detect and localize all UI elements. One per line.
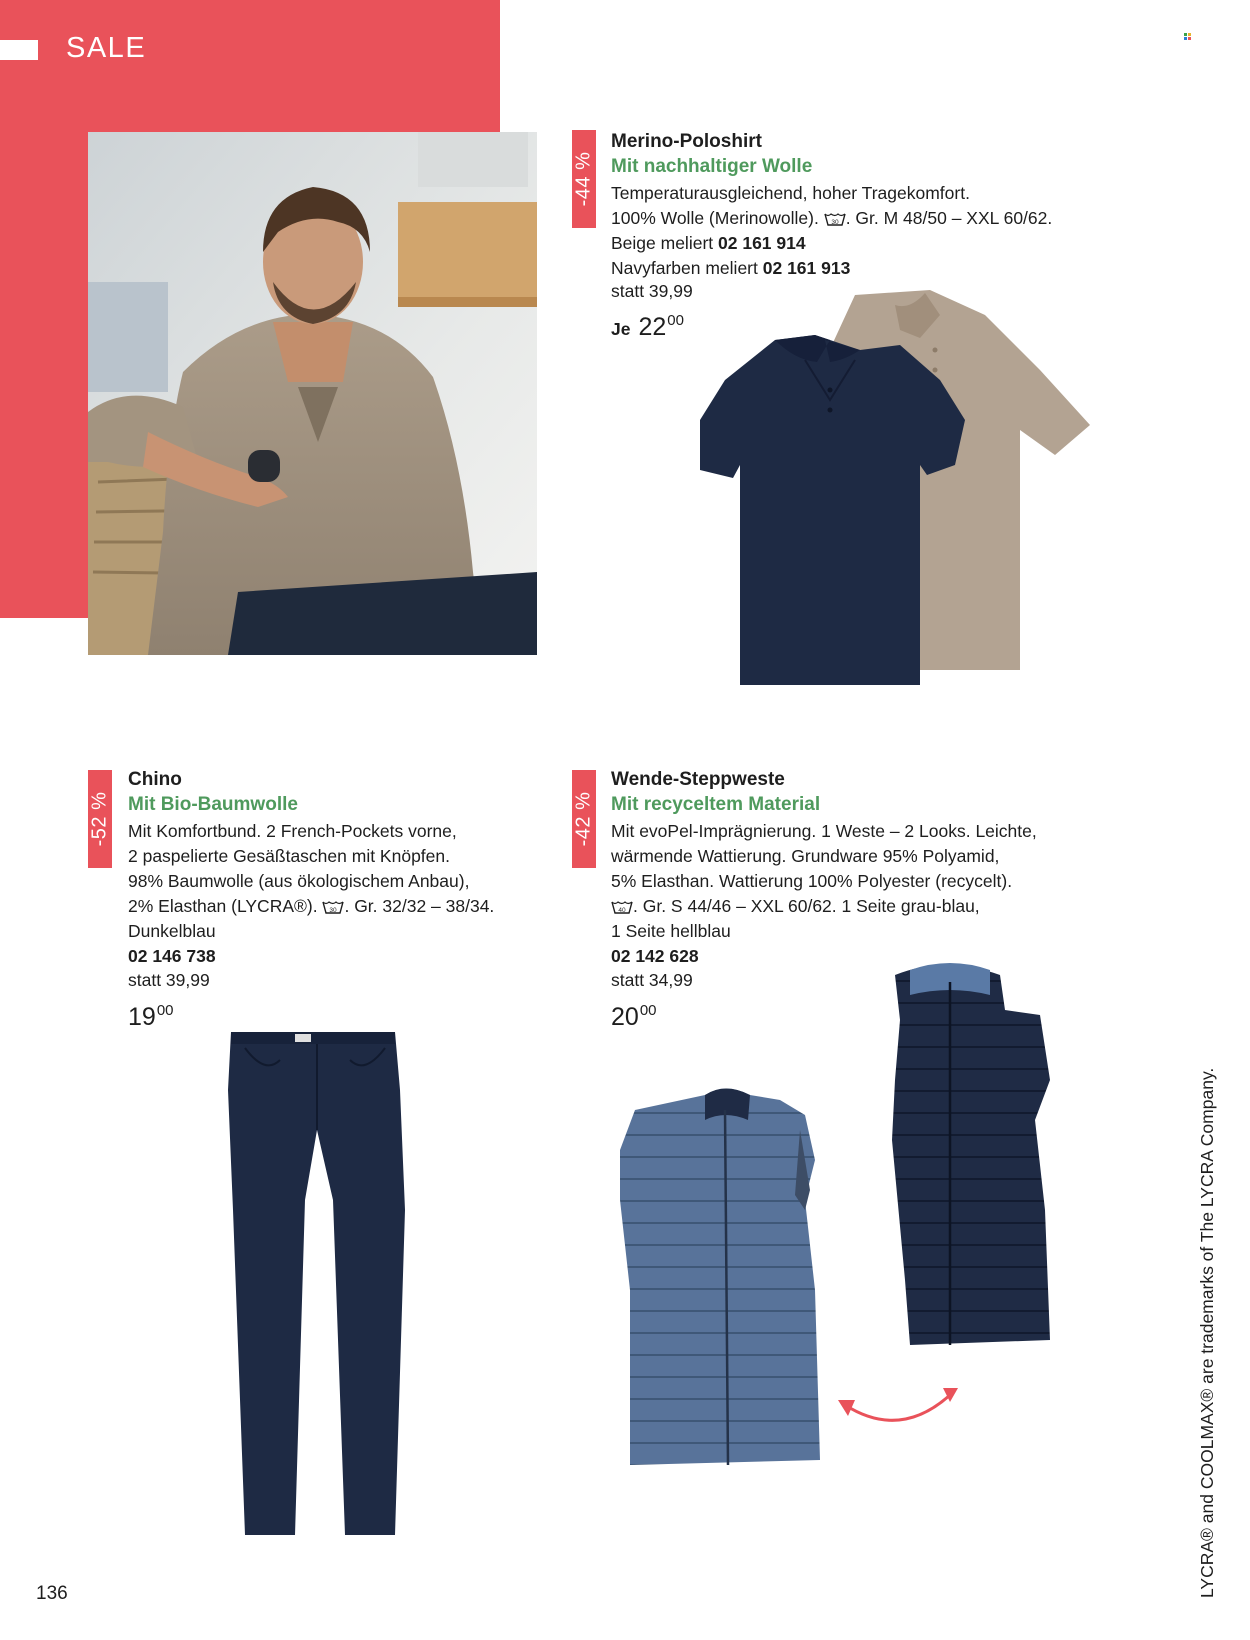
discount-badge: -44 % — [572, 130, 596, 228]
corner-mark-icon — [1184, 33, 1192, 41]
discount-badge: -42 % — [572, 770, 596, 868]
product-subtitle: Mit Bio-Baumwolle — [128, 794, 298, 815]
svg-text:30: 30 — [831, 219, 839, 226]
product-description: Mit Komfortbund. 2 French-Pockets vorne, 2 paspelierte Gesäßtaschen mit Knöpfen. 98% Baumwolle (aus ökologischem Anbau), 2% Elasthan (LYCRA®). 30 . Gr. 32/32 – 38/34. Dunkelblau 02 146 738 — [128, 821, 495, 966]
sale-marker-bar — [0, 40, 38, 60]
sale-header-block — [0, 0, 500, 132]
product-description: Temperaturausgleichend, hoher Tragekomfort. 100% Wolle (Merinowolle). 30 . Gr. M 48/50 – XXL 60/62. Beige meliert 02 161 914 Navyfarben meliert 02 161 913 — [611, 183, 1053, 278]
wash-symbol-icon — [611, 900, 633, 914]
product-title: Merino-Poloshirt — [611, 131, 762, 152]
product-title: Wende-Steppweste — [611, 769, 785, 790]
product-description: Mit evoPel-Imprägnierung. 1 Weste – 2 Looks. Leichte, wärmende Wattierung. Grundware 95% Polyamid, 5% Elasthan. Wattierung 100% Polyester (recycelt). 40 . Gr. S 44/46 – XXL 60/62. 1 Seite grau-blau, 1 Seite hellblau 02 142 628 — [611, 821, 1037, 966]
svg-text:40: 40 — [618, 907, 626, 914]
model-photo — [88, 132, 537, 655]
svg-text:30: 30 — [329, 907, 338, 914]
old-price: statt 34,99 — [611, 970, 693, 990]
vests-image — [610, 960, 1110, 1470]
product-price: Je $22^{00}$ — [611, 312, 684, 341]
old-price: statt 39,99 — [128, 970, 210, 990]
page-number: 136 — [36, 1583, 68, 1604]
product-subtitle: Mit recyceltem Material — [611, 794, 821, 815]
product-title: Chino — [128, 769, 182, 790]
wash-symbol-icon — [322, 900, 344, 914]
product-price: $19^{00}$ — [128, 1002, 174, 1031]
sale-side-stripe — [0, 132, 88, 618]
polo-shirts-image — [695, 290, 1095, 710]
section-title: SALE — [66, 32, 147, 64]
discount-badge: -52 % — [88, 770, 112, 868]
product-price: $20^{00}$ — [611, 1002, 657, 1031]
trademark-note: LYCRA® and COOLMAX® are trademarks of The LYCRA Company. — [1197, 1067, 1217, 1598]
product-subtitle: Mit nachhaltiger Wolle — [611, 156, 813, 177]
old-price: statt 39,99 — [611, 281, 693, 301]
wash-symbol-icon — [824, 212, 846, 226]
chino-image — [225, 1030, 410, 1540]
